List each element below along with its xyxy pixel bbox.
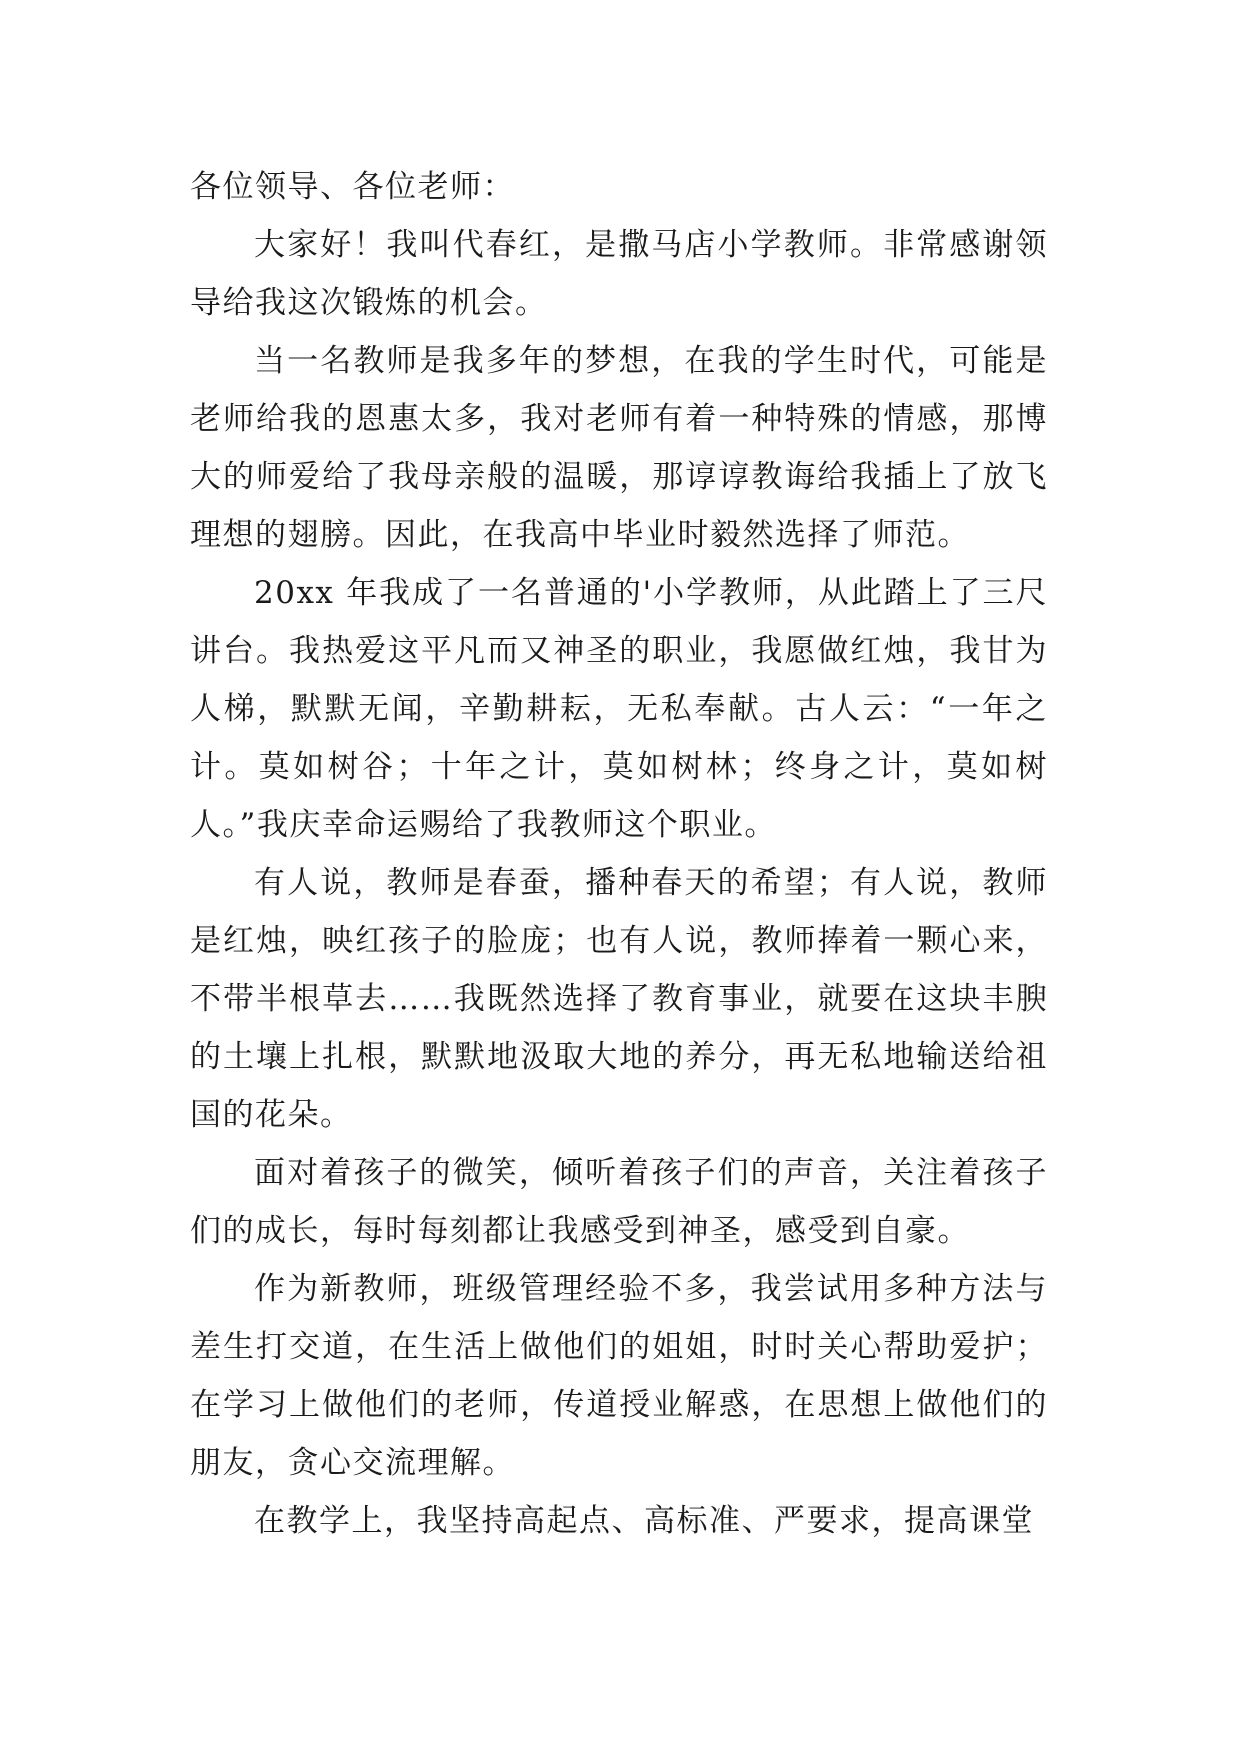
paragraph: 面对着孩子的微笑，倾听着孩子们的声音，关注着孩子们的成长，每时每刻都让我感受到神圣，感受到自豪。	[190, 1155, 1048, 1249]
paragraph: 作为新教师，班级管理经验不多，我尝试用多种方法与差生打交道，在生活上做他们的姐姐，时时关心帮助爱护；在学习上做他们的老师，传道授业解惑，在思想上做他们的朋友，贪心交流理解。	[190, 1271, 1048, 1481]
document-body	[190, 158, 1048, 1550]
salutation: 各位领导、各位老师：	[190, 169, 515, 205]
paragraph: 20xx 年我成了一名普通的'小学教师，从此踏上了三尺讲台。我热爱这平凡而又神圣的职业，我愿做红烛，我甘为人梯，默默无闻，辛勤耕耘，无私奉献。古人云：“一年之计。莫如树谷；十年之计，莫如树林；终身之计，莫如树人。”我庆幸命运赐给了我教师这个职业。	[190, 575, 1048, 843]
paragraph: 当一名教师是我多年的梦想，在我的学生时代，可能是老师给我的恩惠太多，我对老师有着一种特殊的情感，那博大的师爱给了我母亲般的温暖，那谆谆教诲给我插上了放飞理想的翅膀。因此，在我高中毕业时毅然选择了师范。	[190, 343, 1048, 553]
paragraph: 大家好！我叫代春红，是撒马店小学教师。非常感谢领导给我这次锻炼的机会。	[190, 227, 1048, 321]
paragraph: 有人说，教师是春蚕，播种春天的希望；有人说，教师是红烛，映红孩子的脸庞；也有人说，教师捧着一颗心来，不带半根草去……我既然选择了教育事业，就要在这块丰腴的土壤上扎根，默默地汲取大地的养分，再无私地输送给祖国的花朵。	[190, 865, 1048, 1133]
paragraph: 在教学上，我坚持高起点、高标准、严要求，提高课堂	[254, 1503, 1034, 1539]
